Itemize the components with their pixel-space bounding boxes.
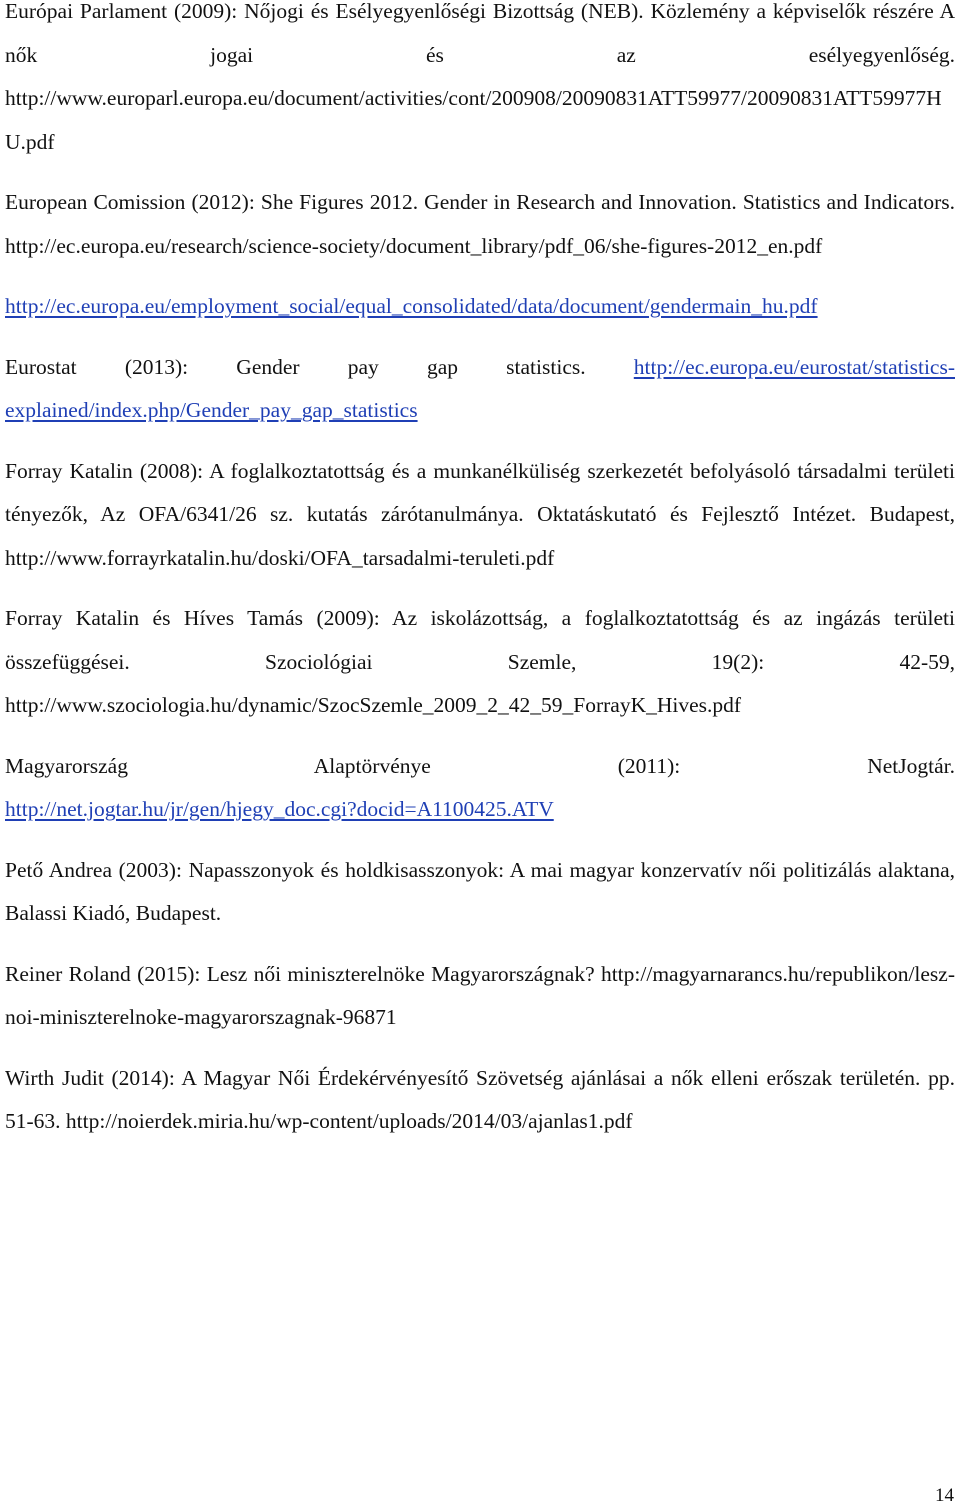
reference-link[interactable]: http://net.jogtar.hu/jr/gen/hjegy_doc.cgi?docid=A1100425.ATV — [5, 797, 554, 821]
reference-forray-2008 — [5, 450, 955, 581]
reference-european-comission — [5, 181, 955, 268]
reference-text: Pető Andrea (2003): Napasszonyok és holdkisasszonyok: A mai magyar konzervatív női politizálás alaktana, Balassi Kiadó, Budapest. — [5, 857, 955, 925]
reference-text: Európai Parlament (2009): Nőjogi és Esélyegyenlőségi Bizottság (NEB). Közlemény a képviselők részére A nők jogai és az esélyegyenlőség. http://www.europarl.europa.eu/document/activities/cont/200908/20090831ATT59977/20090831ATT59977HU.pdf — [5, 0, 955, 154]
reference-europai-parlament — [5, 0, 955, 164]
reference-text: Wirth Judit (2014): A Magyar Női Érdekérvényesítő Szövetség ajánlásai a nők elleni erőszak területén. pp. 51-63. http://noierdek.miria.hu/wp-content/uploads/2014/03/ajanlas1.pdf — [5, 1065, 955, 1133]
reference-text: Eurostat (2013): Gender pay gap statistics. — [5, 354, 634, 379]
reference-text: Magyarország Alaptörvénye (2011): NetJogtár. — [5, 753, 955, 778]
reference-peto-2003 — [5, 849, 955, 936]
reference-text: Reiner Roland (2015): Lesz női miniszterelnöke Magyarországnak? http://magyarnarancs.hu/republikon/lesz-noi-miniszterelnoke-magyarorszagnak-96871 — [5, 961, 955, 1029]
reference-text: European Comission (2012): She Figures 2012. Gender in Research and Innovation. Statistics and Indicators. http://ec.europa.eu/research/science-society/document_library/pdf_06/she-figures-2012_en.pdf — [5, 190, 955, 258]
reference-alaptorveny — [5, 745, 955, 832]
reference-eurostat — [5, 346, 955, 433]
page-number: 14 — [935, 1485, 954, 1506]
reference-forray-hives-2009 — [5, 597, 955, 728]
reference-link[interactable]: http://ec.europa.eu/employment_social/equal_consolidated/data/document/gendermain_hu.pdf — [5, 294, 818, 318]
reference-reiner-2015 — [5, 953, 955, 1040]
reference-link[interactable]: http://ec.europa.eu/eurostat/statistics-explained/index.php/Gender_pay_gap_statistics — [5, 354, 955, 422]
reference-text: Forray Katalin és Híves Tamás (2009): Az iskolázottság, a foglalkoztatottság és az ingázás területi összefüggései. Szociológiai Szemle, 19(2): 42-59, http://www.szociologia.hu/dynamic/SzocSzemle_2009_2_42_59_ForrayK_Hives.pdf — [5, 606, 955, 717]
reference-list — [5, 0, 955, 1161]
reference-text: Forray Katalin (2008): A foglalkoztatottság és a munkanélküliség szerkezetét befolyásoló társadalmi területi tényezők, Az OFA/6341/26 sz. kutatás zárótanulmánya. Oktatáskutató és Fejlesztő Intézet. Budapest, http://www.forrayrkatalin.hu/doski/OFA_tarsadalmi-teruleti.pdf — [5, 458, 955, 570]
reference-gendermain-link — [5, 285, 955, 329]
reference-wirth-2014 — [5, 1057, 955, 1144]
